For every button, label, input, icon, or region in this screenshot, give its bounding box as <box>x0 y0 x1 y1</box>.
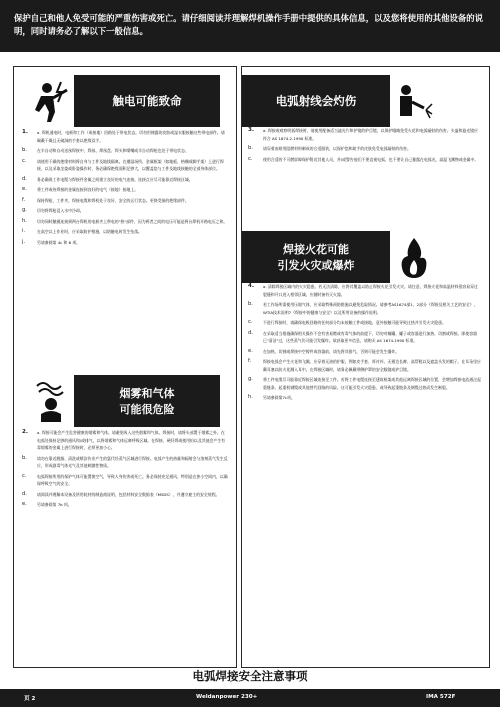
list-item <box>22 197 228 205</box>
item-text: 保持焊枪、工件夹、焊接电缆和焊机处于良好、安全的运行状态。更换受损的绝缘部件。 <box>37 197 189 203</box>
item-marker: b. <box>248 301 253 308</box>
fumes-title-line1: 烟雾和气体 <box>119 387 175 400</box>
item-marker: b. <box>248 145 253 152</box>
item-marker: c. <box>248 319 253 326</box>
arc-rays-list <box>248 127 481 166</box>
item-marker: e. <box>22 186 27 193</box>
list-item <box>22 429 228 452</box>
item-text: 使用合适的不可燃屏障保护附近其他人员，并/或警告他们不要直视电弧，也不要让自己暴露在电弧光、高温飞溅物或金属中。 <box>263 156 479 162</box>
product-name: Weldanpower 230+ <box>196 694 258 700</box>
list-item <box>248 127 481 142</box>
document-code: IMA 572F <box>426 694 456 700</box>
sparks-header <box>242 231 437 283</box>
item-text: 在加热、切割或焊接中空铸件或容器前，请先将其排气，否则可能会发生爆炸。 <box>263 348 400 354</box>
item-marker: f. <box>22 196 26 203</box>
item-marker: d. <box>22 490 27 497</box>
item-text: a. 焊接可能会产生危害健康的烟雾和气体。请避免吸入这些烟雾和气体。焊接时，请将头部置于烟雾之外。在电弧处保持足够的通风和/或排气，以将烟雾和气体远离呼吸区域。在焊接、硬钎焊或使用铅以及其他会产生有毒烟雾的金属上进行焊接时，必须更加小心。 <box>37 430 226 451</box>
item-marker: d. <box>248 329 253 336</box>
item-text: 务必确保工作电缆与焊接件金属之间建立良好的电气连接。连接点应尽可能靠近焊接区域。 <box>37 176 193 182</box>
list-item <box>22 491 228 499</box>
item-text: 在高空以上作业时，应采取防护措施，以防触电时发生坠落。 <box>37 229 143 235</box>
top-warning-text: 保护自己和他人免受可能的严重伤害或死亡。请仔细阅读并理解焊机操作手册中提供的具体信息，以及您将使用的其他设备的说明，同时请务必了解以下一般信息。 <box>14 13 483 36</box>
list-item <box>248 358 481 373</box>
item-text: 另请参阅第 7b 项。 <box>37 502 72 508</box>
item-text: 将工件电缆尽可能靠近焊接区域连接至工件。若将工件电缆连接至建筑框架或其他远离焊接区域的位置，会增加焊接电流通过起重链条、起重机钢缆或其他替代回路的风险。这可能引发火灾隐患，或导致起重链条及钢缆过热而发生断裂。 <box>263 377 481 390</box>
item-marker: c. <box>248 155 253 162</box>
electric-shock-header <box>27 75 220 127</box>
item-marker: h. <box>248 394 253 401</box>
right-panel <box>241 66 490 668</box>
item-text: 电弧焊接所用的保护气体可能置换空气，导致人身伤害或死亡。务必保持充足通风，特别是在狭小空间内，以确保呼吸空气的安全。 <box>37 473 228 487</box>
item-text: 若工作场所需使用压缩气体，应采取特殊预防措施以避免危险情况。请参考AS1674部1、2部分《焊接及相关工艺的安全》，WTIA技术说明7《焊接中的健康与安全》以及所用设备的操作说明。 <box>263 302 478 315</box>
list-item <box>248 394 481 402</box>
item-text: 切勿将焊枪浸入水中冷却。 <box>37 208 84 214</box>
list-item <box>248 376 481 391</box>
list-item <box>248 156 481 164</box>
list-item <box>22 239 228 247</box>
item-text: a. 焊接或观察明弧焊接时，请使用配备适当滤光片和护镜的护目镜，以保护眼睛免受火花和电弧辐射的伤害。头盔和滤光镜应符合 AS 1674.2-1990 标准。 <box>263 128 478 141</box>
list-item <box>248 319 481 327</box>
electric-shock-icon <box>27 75 74 127</box>
item-text: 不进行焊接时，请确保电极回路的任何部分均未接触工件或接地。意外接触可能导致过热并引发火灾隐患。 <box>263 320 446 326</box>
top-warning-band <box>0 0 500 52</box>
fumes-list <box>22 429 228 512</box>
item-marker: d. <box>22 175 27 182</box>
footer-title: 电弧焊接安全注意事项 <box>192 669 308 683</box>
list-item <box>248 301 481 316</box>
fumes-header <box>27 375 220 427</box>
electric-shock-title: 触电可能致命 <box>112 94 182 108</box>
list-item <box>22 158 228 173</box>
item-marker: e. <box>248 347 253 354</box>
list-item <box>22 147 228 155</box>
list-item <box>22 228 228 236</box>
arc-rays-title: 电弧射线会灼伤 <box>275 94 357 108</box>
item-text: 在采取适当措施确保相关操作不会有害易燃或有毒气体的前提下，切勿对桶罐、罐子或容器进行加热、切割或焊接。即使容器已"清洁"过，这些蒸气仍可能引发爆炸。欲获取更多信息，请购买 AS 1674-1990 标准。 <box>263 330 477 344</box>
arc-rays-header <box>242 75 437 127</box>
sparks-list <box>248 283 481 405</box>
list-item <box>22 501 228 509</box>
item-marker: 4. <box>248 283 255 289</box>
item-marker: 2. <box>22 429 29 435</box>
left-panel <box>13 66 237 668</box>
item-marker: 3. <box>248 127 255 133</box>
list-item <box>22 218 228 226</box>
page-number: 页 2 <box>24 696 36 702</box>
item-marker: j. <box>22 238 26 245</box>
item-marker: e. <box>22 501 27 508</box>
item-marker: c. <box>22 157 27 164</box>
sparks-title-line1: 焊接火花可能 <box>283 243 349 256</box>
list-item <box>22 207 228 215</box>
item-text: a. 清除焊接区域内的火灾隐患。若无法清除，应将其覆盖以防止焊接火花引发火灾。请注意，焊接火花和高温材料很容易穿过裂缝和开口进入相邻区域。应随时备有灭火器。 <box>263 284 478 297</box>
list-item <box>22 473 228 488</box>
item-text: 请阅读并理解本设备及所用耗材的制造商说明，包括材料安全数据表（MSDS），并遵守雇主的安全规程。 <box>37 491 220 497</box>
item-marker: h. <box>22 217 27 224</box>
fumes-icon <box>27 375 74 427</box>
list-item <box>22 186 228 194</box>
item-text: 另请参阅第 4c 和 6 项。 <box>37 239 81 245</box>
item-marker: b. <box>22 147 27 154</box>
item-text: a. 焊机通电时，电极和工作（或接地）回路处于带电状态。切勿用裸露的皮肤或湿衣服接触这些带电部件。请佩戴干燥且无破洞的手套以绝缘双手。 <box>37 130 225 143</box>
list-item <box>248 283 481 298</box>
item-text: 另请参阅第7c项。 <box>263 395 295 401</box>
bottom-band <box>0 689 500 707</box>
item-marker: c. <box>22 472 27 479</box>
list-item <box>248 330 481 345</box>
item-marker: f. <box>248 358 252 365</box>
list-item <box>22 129 228 144</box>
item-text: 焊接电弧会产生火花和飞溅。应穿着无油的护服，例如皮手套、厚衬衫、无褶边长裤、高帮鞋以及遮盖头发的帽子。在耳朵里应戴耳塞以防火花溅入耳中。在焊接区域时，请务必佩戴带侧护罩的安全眼镜或护目镜。 <box>263 359 481 372</box>
list-item <box>248 348 481 356</box>
item-text: 将工件或待焊接的金属连接到良好的电气（接地）接地上。 <box>37 187 139 193</box>
list-item <box>248 145 481 153</box>
item-marker: b. <box>22 454 27 461</box>
item-marker: i. <box>22 228 26 235</box>
sparks-fire-icon <box>390 231 437 283</box>
fumes-title-line2: 可能很危险 <box>119 403 175 416</box>
electric-shock-list <box>22 129 228 249</box>
item-marker: g. <box>248 376 253 383</box>
item-text: 切勿同时触摸连接到两台焊机的电极夹上带电的"热"部件，因为两者之间的电压可能是两台焊机开路电压之和。 <box>37 218 228 224</box>
list-item <box>22 455 228 470</box>
item-marker: 1. <box>22 129 29 135</box>
item-text: 请勿在靠近脱脂、清洗或喷涂作业产生的氯代烃蒸气区域进行焊接。电弧产生的热量和辐射会与溶剂蒸气发生反应，形成剧毒气体光气及其他刺激性物质。 <box>37 455 228 469</box>
item-marker: g. <box>22 207 27 214</box>
arc-rays-icon <box>390 75 437 127</box>
sparks-title-line2: 引发火灾或爆炸 <box>277 259 355 272</box>
item-text: 请使用干燥的绝缘材料将自身与工件及地线隔离。在潮湿场所、金属框架（如地板、格栅或脚手架）上进行焊接，以及采取坐姿或卧姿操作时，务必确保绝缘面积足够大，以覆盖您与工件及地线接触的全部身体部位。 <box>37 158 224 172</box>
item-text: 请穿着由耐用阻燃材料制成的合适服装，以保护您和助手的皮肤免受电弧辐射的伤害。 <box>263 146 411 152</box>
list-item <box>22 176 228 184</box>
item-text: 在半自动和自动送丝焊接中，焊丝、焊丝盘、焊头和喷嘴或半自动焊枪也处于带电状态。 <box>37 148 189 154</box>
